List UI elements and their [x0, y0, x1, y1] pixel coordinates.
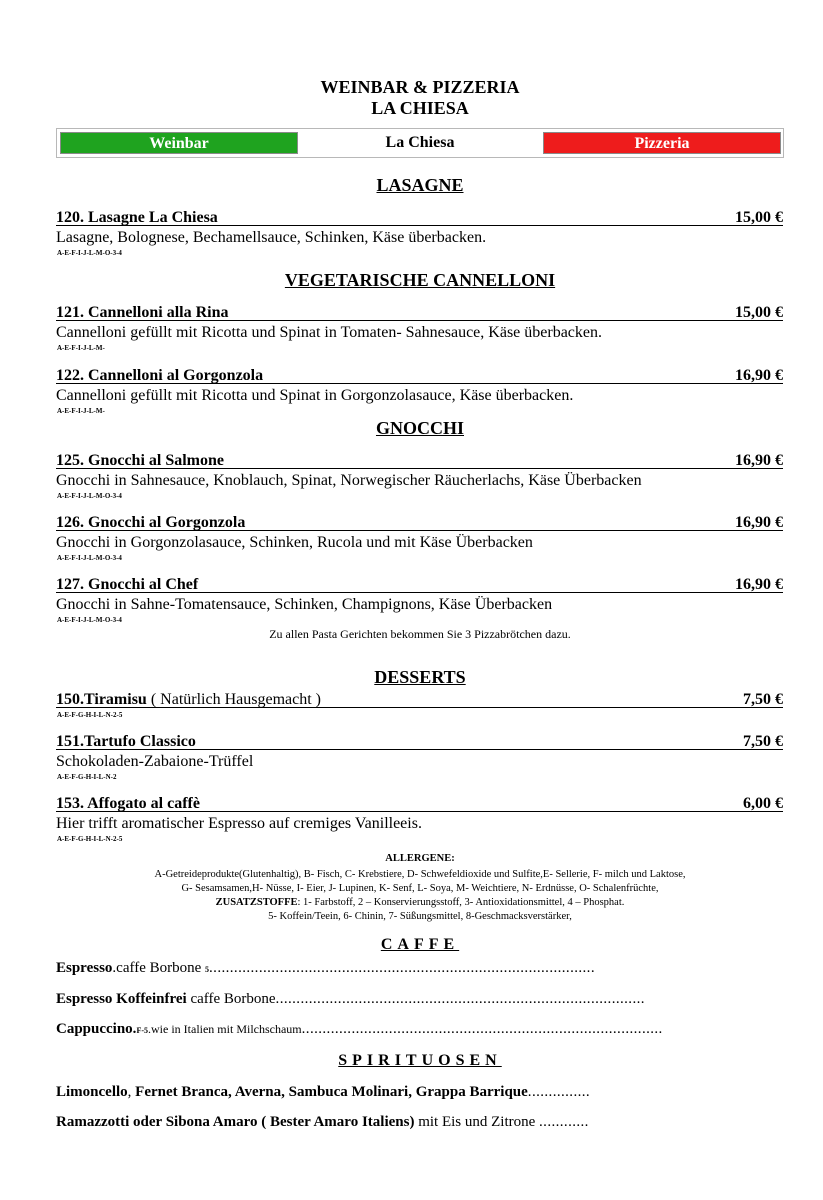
- section-cannelloni-heading: VEGETARISCHE CANNELLONI: [284, 270, 556, 290]
- allergene-heading: ALLERGENE:: [385, 853, 455, 864]
- item-description: Cannelloni gefüllt mit Ricotta und Spinat in Tomaten- Sahnesauce, Käse überbacken.: [56, 324, 602, 341]
- menu-item-row: [56, 366, 783, 384]
- menu-item-row: [56, 208, 783, 226]
- item-name: 153. Affogato al caffè: [56, 795, 200, 812]
- item-price: 7,50 €: [743, 691, 783, 708]
- item-allergen-codes: A-E-F-G-H-I-L-N-2-5: [57, 835, 123, 843]
- caffe-item: Cappuccino.F-5.wie in Italien mit Milchschaum.......................................................................................: [56, 1021, 663, 1037]
- menu-item-row: [56, 690, 783, 708]
- nav-bar: [56, 128, 784, 158]
- item-description: Gnocchi in Gorgonzolasauce, Schinken, Rucola und mit Käse Überbacken: [56, 534, 533, 551]
- item-name: 121. Cannelloni alla Rina: [56, 304, 229, 321]
- item-allergen-codes: A-E-F-I-J-L-M-: [57, 407, 105, 415]
- menu-item-row: [56, 732, 783, 750]
- item-description: Gnocchi in Sahne-Tomatensauce, Schinken, Champignons, Käse Überbacken: [56, 596, 553, 613]
- item-description: Schokoladen-Zabaione-Trüffel: [56, 753, 254, 770]
- item-name: 122. Cannelloni al Gorgonzola: [56, 367, 264, 384]
- item-price: 16,90 €: [735, 576, 783, 593]
- allergene-line: G- Sesamsamen,H- Nüsse, I- Eier, J- Lupinen, K- Senf, L- Soya, M- Weichtiere, N- Erdnüsse, O- Schalenfrüchte,: [181, 883, 659, 894]
- item-price: 6,00 €: [743, 795, 783, 812]
- restaurant-subtitle: LA CHIESA: [371, 98, 469, 118]
- item-allergen-codes: A-E-F-G-H-I-L-N-2-5: [57, 711, 123, 719]
- item-allergen-codes: A-E-F-I-J-L-M-O-3-4: [57, 554, 122, 562]
- menu-item-row: [56, 513, 783, 531]
- zusatzstoffe-line: ZUSATZSTOFFE: 1- Farbstoff, 2 – Konservierungsstoff, 3- Antioxidationsmittel, 4 – Phosphat.: [215, 897, 625, 908]
- item-description: Cannelloni gefüllt mit Ricotta und Spinat in Gorgonzolasauce, Käse überbacken.: [56, 387, 574, 404]
- menu-item-row: [56, 575, 783, 593]
- section-caffe-heading: CAFFE: [380, 936, 460, 953]
- allergene-line: A-Getreideprodukte(Glutenhaltig), B- Fisch, C- Krebstiere, D- Schwefeldioxide und Sulfite,E- Sellerie, F- milch und Laktose,: [154, 869, 686, 880]
- item-description: Hier trifft aromatischer Espresso auf cremiges Vanilleeis.: [56, 815, 422, 832]
- item-name: 127. Gnocchi al Chef: [56, 576, 199, 593]
- spirits-line: Ramazzotti oder Sibona Amaro ( Bester Amaro Italiens) mit Eis und Zitrone ............: [56, 1114, 589, 1130]
- nav-pizzeria-button[interactable]: Pizzeria: [543, 132, 781, 154]
- nav-la-chiesa-button[interactable]: La Chiesa: [385, 134, 455, 151]
- item-price: 15,00 €: [735, 209, 783, 226]
- item-price: 15,00 €: [735, 304, 783, 321]
- item-allergen-codes: A-E-F-I-J-L-M-O-3-4: [57, 492, 122, 500]
- item-description: Lasagne, Bolognese, Bechamellsauce, Schinken, Käse überbacken.: [56, 229, 487, 246]
- item-name: 125. Gnocchi al Salmone: [56, 452, 225, 469]
- zusatzstoffe-label: ZUSATZSTOFFE: [215, 897, 298, 908]
- restaurant-title: WEINBAR & PIZZERIA: [320, 77, 520, 97]
- zusatzstoffe-line: 5- Koffein/Teein, 6- Chinin, 7- Süßungsmittel, 8-Geschmacksverstärker,: [268, 911, 572, 922]
- nav-weinbar-button[interactable]: Weinbar: [60, 132, 298, 154]
- spirits-line: Limoncello, Fernet Branca, Averna, Sambuca Molinari, Grappa Barrique...............: [56, 1084, 591, 1100]
- section-gnocchi-heading: GNOCCHI: [375, 418, 464, 438]
- menu-item-row: [56, 303, 783, 321]
- item-name-note: ( Natürlich Hausgemacht ): [146, 691, 321, 708]
- section-lasagne-heading: LASAGNE: [376, 175, 464, 195]
- item-name: 126. Gnocchi al Gorgonzola: [56, 514, 246, 531]
- item-allergen-codes: A-E-F-I-J-L-M-O-3-4: [57, 616, 122, 624]
- item-name: 150.Tiramisu ( Natürlich Hausgemacht ): [56, 691, 321, 708]
- item-price: 16,90 €: [735, 452, 783, 469]
- section-desserts-heading: DESSERTS: [374, 667, 466, 687]
- caffe-item: Espresso.caffe Borbone 5.............................................................................................: [56, 960, 595, 976]
- menu-item-row: [56, 794, 783, 812]
- item-description: Gnocchi in Sahnesauce, Knoblauch, Spinat, Norwegischer Räucherlachs, Käse Überbacken: [56, 472, 642, 489]
- item-price: 16,90 €: [735, 367, 783, 384]
- item-name: 120. Lasagne La Chiesa: [56, 209, 218, 226]
- caffe-item: Espresso Koffeinfrei caffe Borbone.........................................................................................: [56, 991, 645, 1007]
- item-price: 7,50 €: [743, 733, 783, 750]
- item-allergen-codes: A-E-F-I-J-L-M-: [57, 344, 105, 352]
- item-price: 16,90 €: [735, 514, 783, 531]
- menu-item-row: [56, 451, 783, 469]
- section-spirituosen-heading: SPIRITUOSEN: [338, 1052, 502, 1069]
- pasta-note: Zu allen Pasta Gerichten bekommen Sie 3 Pizzabrötchen dazu.: [269, 627, 571, 641]
- item-allergen-codes: A-E-F-G-H-I-L-N-2: [57, 773, 117, 781]
- item-allergen-codes: A-E-F-I-J-L-M-O-3-4: [57, 249, 122, 257]
- item-name: 151.Tartufo Classico: [56, 733, 196, 750]
